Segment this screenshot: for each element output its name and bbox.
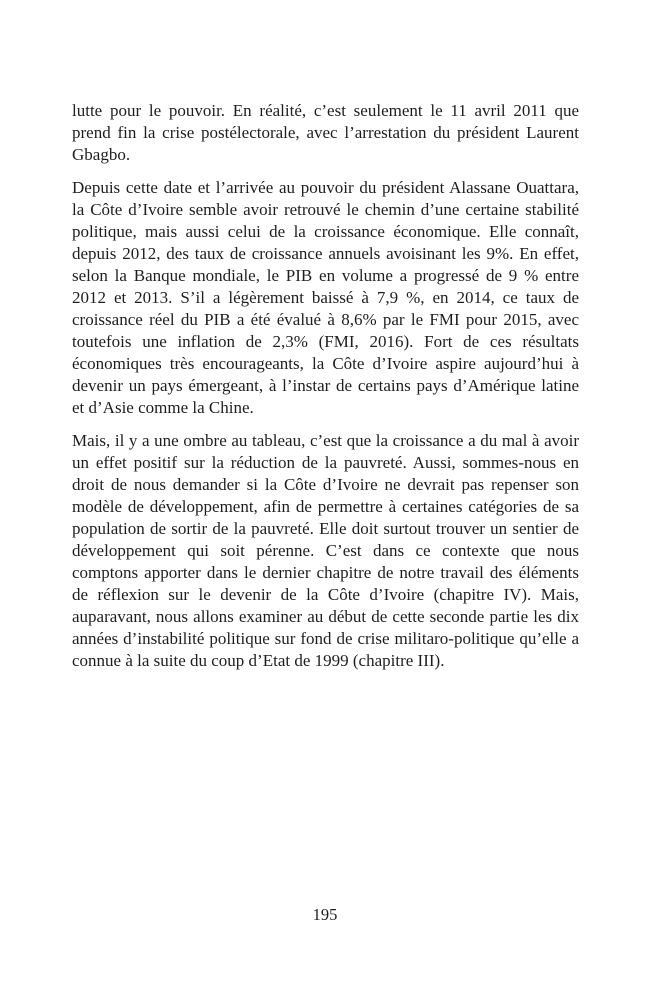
body-paragraph: Depuis cette date et l’arrivée au pouvoir du président Alassane Ouattara, la Côte d’Ivoire semble avoir retrouvé le chemin d’une certaine stabilité politique, mais aussi celui de la croissance économique. Elle connaît, depuis 2012, des taux de croissance annuels avoisinant les 9%. En effet, selon la Banque mondiale, le PIB en volume a progressé de 9 % entre 2012 et 2013. S’il a légèrement baissé à 7,9 %, en 2014, ce taux de croissance réel du PIB a été évalué à 8,6% par le FMI pour 2015, avec toutefois une inflation de 2,3% (FMI, 2016). Fort de ces résultats économiques très encourageants, la Côte d’Ivoire aspire aujourd’hui à devenir un pays émergeant, à l’instar de certains pays d’Amérique latine et d’Asie comme la Chine.	[72, 178, 579, 417]
page-footer	[0, 904, 650, 926]
body-text	[72, 100, 579, 683]
page-number: 195	[312, 905, 338, 924]
body-paragraph: lutte pour le pouvoir. En réalité, c’est seulement le 11 avril 2011 que prend fin la crise postélectorale, avec l’arrestation du président Laurent Gbagbo.	[72, 101, 579, 164]
body-paragraph: Mais, il y a une ombre au tableau, c’est que la croissance a du mal à avoir un effet positif sur la réduction de la pauvreté. Aussi, sommes-nous en droit de nous demander si la Côte d’Ivoire ne devrait pas repenser son modèle de développement, afin de permettre à certaines catégories de sa population de sortir de la pauvreté. Elle doit surtout trouver un sentier de développement qui soit pérenne. C’est dans ce contexte que nous comptons apporter dans le dernier chapitre de notre travail des éléments de réflexion sur le devenir de la Côte d’Ivoire (chapitre IV). Mais, auparavant, nous allons examiner au début de cette seconde partie les dix années d’instabilité politique sur fond de crise militaro-politique qu’elle a connue à la suite du coup d’Etat de 1999 (chapitre III).	[72, 431, 579, 670]
